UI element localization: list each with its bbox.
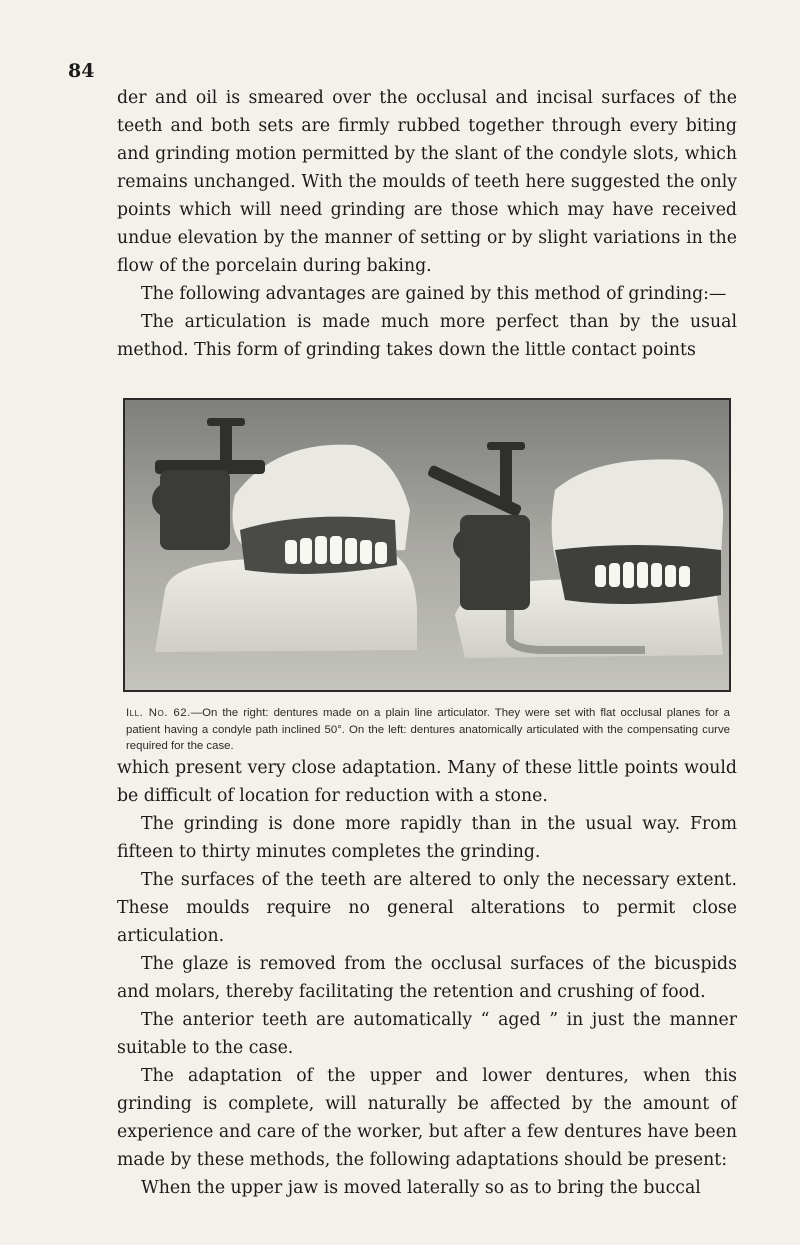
paragraph: The adaptation of the upper and lower dentures, when this grinding is complete, will naturally be affected by the amount of experience and care of the worker, but after a few dentures have been made by these methods, the following adaptations should be present:: [117, 1066, 737, 1170]
paragraph: der and oil is smeared over the occlusal and incisal surfaces of the teeth and both sets are firmly rubbed together through every biting and grinding motion permitted by the slant of the condyle slots, which remains unchanged. With the moulds of teeth here suggested the only points which will need grinding are those which may have received undue elevation by the manner of setting or by slight variations in the flow of the porcelain during baking.: [117, 88, 737, 276]
text-block-top: [117, 84, 737, 364]
paragraph: The surfaces of the teeth are altered to only the necessary extent. These moulds require no general alterations to permit close articulation.: [117, 870, 737, 946]
caption-text: —On the right: dentures made on a plain line articulator. They were set with flat occlusal planes for a patient having a condyle path inclined 50°. On the left: dentures anatomically articulated with the compensating curve required for the case.: [126, 707, 730, 752]
paragraph: When the upper jaw is moved laterally so as to bring the buccal: [141, 1178, 701, 1198]
page-number: 84: [68, 60, 95, 82]
paragraph: The grinding is done more rapidly than in the usual way. From fifteen to thirty minutes completes the grinding.: [117, 814, 737, 862]
paragraph: The glaze is removed from the occlusal surfaces of the bicuspids and molars, thereby facilitating the retention and crushing of food.: [117, 954, 737, 1002]
paragraph: The anterior teeth are automatically “ aged ” in just the manner suitable to the case.: [117, 1010, 737, 1058]
figure-caption: [126, 705, 730, 755]
articulator-photo-drawing: [125, 400, 729, 690]
paragraph: The following advantages are gained by this method of grinding:—: [141, 284, 727, 304]
text-block-bottom: [117, 754, 737, 1202]
paragraph: which present very close adaptation. Many of these little points would be difficult of location for reduction with a stone.: [117, 758, 737, 806]
illustration-photo: [123, 398, 731, 692]
caption-label: Ill. No. 62.: [126, 707, 191, 719]
paragraph: The articulation is made much more perfect than by the usual method. This form of grinding takes down the little contact points: [117, 312, 737, 360]
